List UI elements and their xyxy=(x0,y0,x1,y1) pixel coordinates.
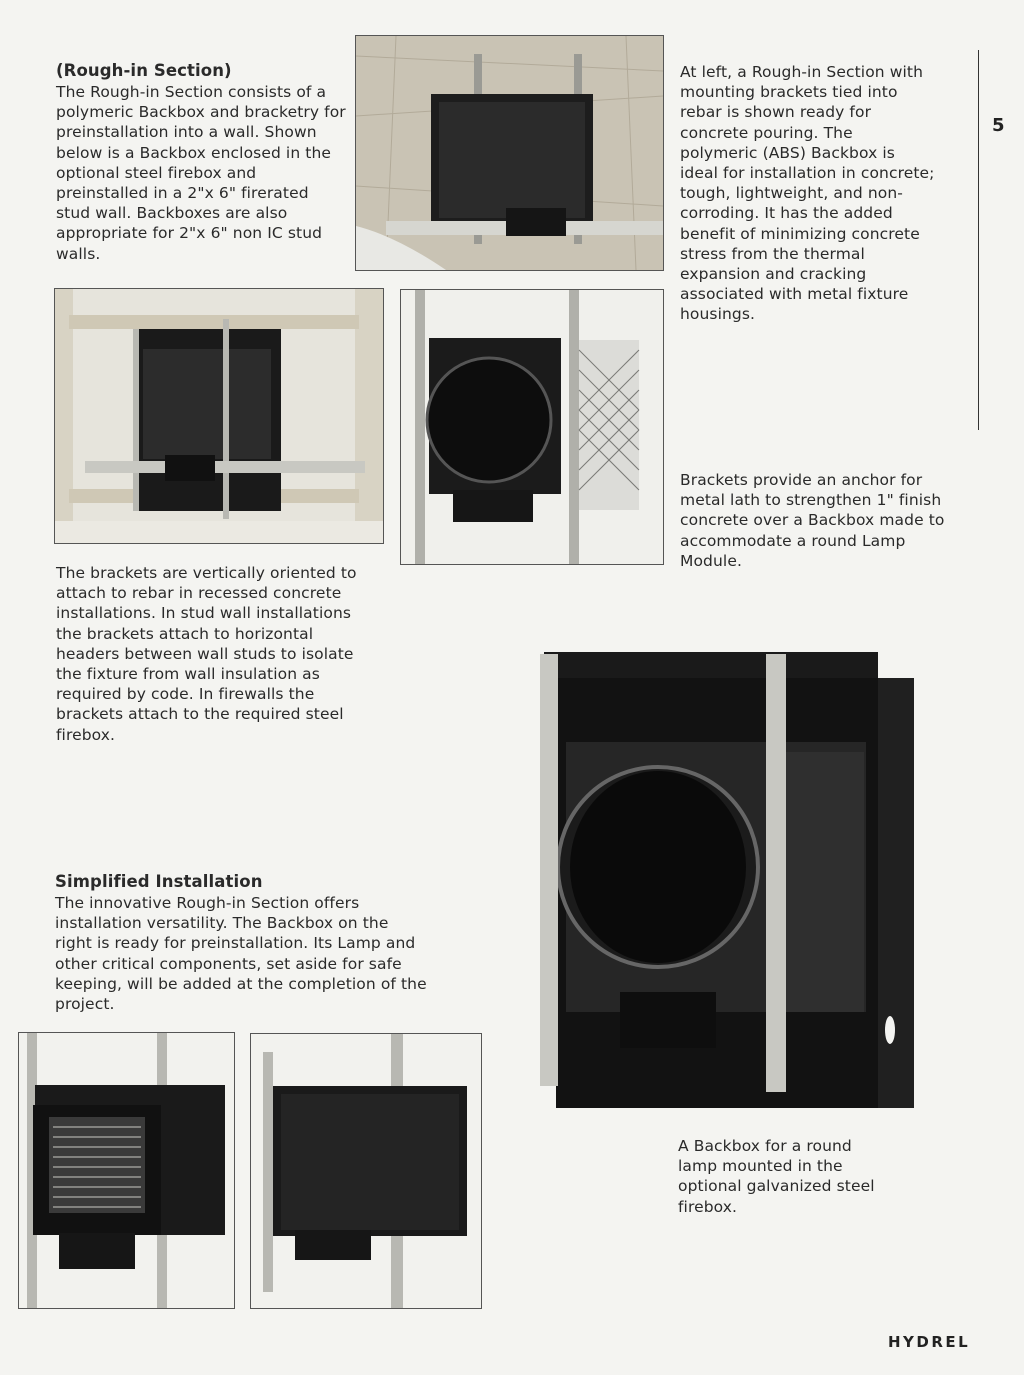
rough-in-body: The Rough-in Section consists of a polymeric Backbox and bracketry for preinstallation into a wall. Shown below is a Backbox enclosed in the optional steel firebox and preinstalled in a 2"x 6" firerated stud wall. Backboxes are also appropriate for 2"x 6" non IC stud walls. xyxy=(56,83,346,263)
photo-rebar-installation xyxy=(355,35,664,271)
vertical-rule xyxy=(978,50,979,430)
caption-metal-lath: Brackets provide an anchor for metal lath to strengthen 1" finish concrete over a Backbox made to accommodate a round Lamp Module. xyxy=(680,471,945,570)
hydrel-logo: HYDREL xyxy=(888,1333,971,1351)
caption-rebar: At left, a Rough-in Section with mounting brackets tied into rebar is shown ready for concrete pouring. The polymeric (ABS) Backbox is ideal for installation in concrete; tough, lightweight, and non-corroding. It has the added benefit of minimizing concrete stress from the thermal expansion and cracking associated with metal fixture housings. xyxy=(680,63,935,324)
photo-metal-lath xyxy=(400,289,664,565)
simplified-body: The innovative Rough-in Section offers installation versatility. The Backbox on the right is ready for preinstallation. Its Lamp and other critical components, set aside for safe keeping, will be added at the completion of the project. xyxy=(55,894,427,1014)
caption-firebox: A Backbox for a round lamp mounted in the optional galvanized steel firebox. xyxy=(678,1137,875,1216)
photo-stud-wall xyxy=(54,288,384,544)
photo-backbox-firebox xyxy=(538,652,916,1122)
caption-brackets: The brackets are vertically oriented to attach to rebar in recessed concrete installations. In stud wall installations the brackets attach to horizontal headers between wall studs to isolate the fixture from wall insulation as required by code. In firewalls the brackets attach to the required steel firebox. xyxy=(56,564,357,744)
photo-backbox-with-lamp xyxy=(18,1032,235,1309)
rough-in-heading: (Rough-in Section) xyxy=(56,61,232,80)
simplified-heading: Simplified Installation xyxy=(55,872,263,891)
rough-in-section xyxy=(56,60,346,264)
photo-backbox-ready xyxy=(250,1033,482,1309)
simplified-installation-section xyxy=(55,871,430,1014)
page-number: 5 xyxy=(992,115,1005,136)
